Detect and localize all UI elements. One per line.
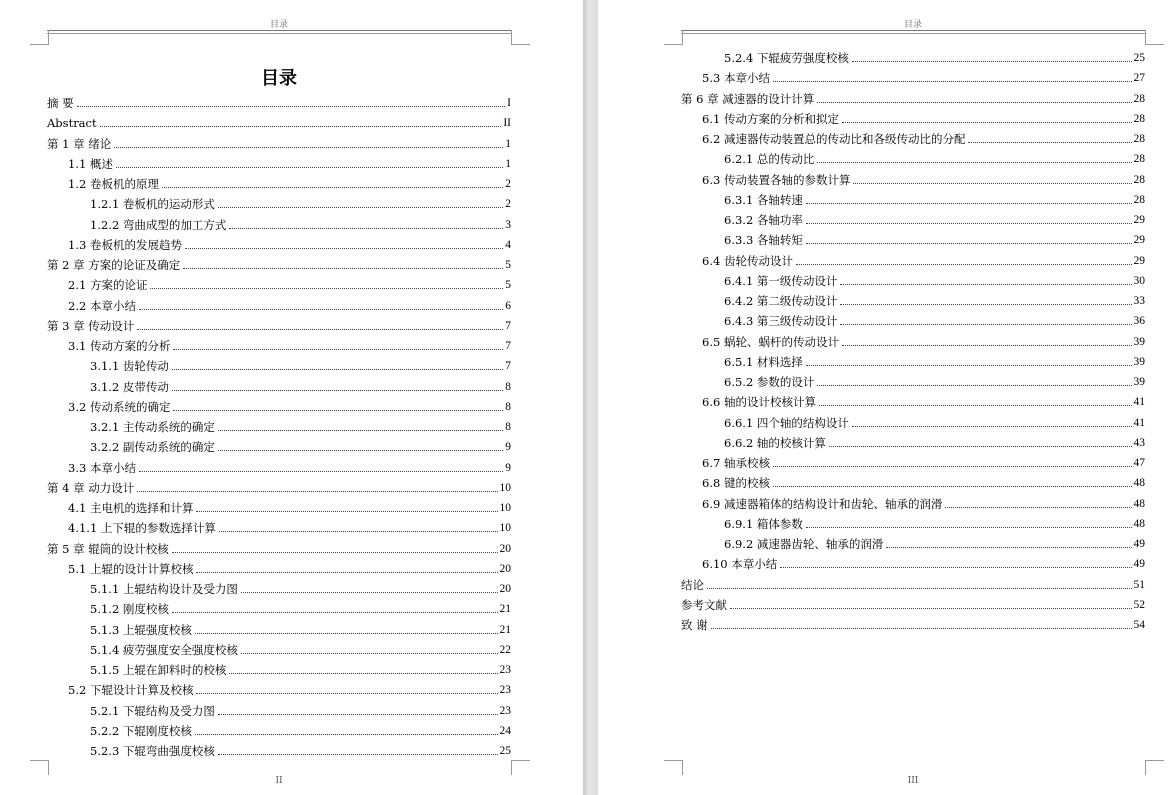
toc-entry-title: 5.2 下辊设计计算及校核 [68,683,194,698]
toc-title: 目录 [261,68,297,89]
toc-entry-page-number: 28 [1133,133,1145,145]
toc-entry[interactable] [68,293,511,313]
toc-entry[interactable] [702,470,1145,490]
dot-leader [840,324,1131,325]
dot-leader [817,385,1131,386]
toc-entry-title: 1.2 卷板机的原理 [68,177,159,191]
dot-leader [172,612,498,613]
toc-entry-title: 4.1.1 上下辊的参数选择计算 [68,521,216,536]
toc-entry-page-number: 7 [505,340,511,352]
toc-entry[interactable] [702,167,1145,187]
toc-entry[interactable] [724,511,1145,531]
toc-entry[interactable] [724,207,1145,227]
toc-entry-page-number: 39 [1133,335,1145,348]
dot-leader [842,345,1132,346]
toc-entry[interactable] [90,718,511,738]
toc-entry-title: 结论 [681,577,704,592]
toc-entry-title: 第 2 章 方案的论证及确定 [47,258,181,272]
toc-entry-title: 第 4 章 动力设计 [47,480,135,495]
toc-entry-title: 2.1 方案的论证 [68,278,148,293]
document-page-right [598,0,1171,795]
toc-entry[interactable] [724,227,1145,247]
toc-entry-page-number: 2 [505,198,511,211]
toc-entry-title: 3.3 本章小结 [68,460,136,475]
toc-entry[interactable] [702,329,1145,349]
toc-entry-title: 6.2.1 总的传动比 [724,152,815,167]
toc-entry-page-number: 20 [499,562,511,575]
toc-entry-page-number: 51 [1133,578,1145,591]
toc-entry-title: 5.1.2 刚度校核 [90,602,169,617]
toc-entry[interactable] [702,450,1145,470]
toc-entry-title: 5.2.1 下辊结构及受力图 [90,703,215,718]
toc-entry-title: 第 5 章 辊筒的设计校核 [47,541,169,556]
toc-entry-title: 6.10 本章小结 [702,557,778,572]
dot-leader [817,102,1131,103]
toc-entry-page-number: 48 [1133,497,1145,510]
toc-entry-page-number: 8 [505,380,511,393]
toc-entry[interactable] [90,698,511,718]
toc-entry[interactable] [724,430,1145,450]
dot-leader [195,633,498,634]
toc-entry[interactable] [724,531,1145,551]
toc-entry-page-number: 24 [499,724,511,737]
toc-entry-title: 6.8 键的校核 [702,476,770,491]
dot-leader [172,552,498,553]
toc-entry[interactable] [90,374,511,394]
dot-leader [806,223,1132,224]
toc-entry-title: 参考文献 [681,597,727,612]
toc-entry-title: 6.5.2 参数的设计 [724,375,815,389]
crop-mark [30,30,49,45]
toc-entry-title: 第 6 章 减速器的设计计算 [681,91,815,106]
crop-mark [1145,30,1164,45]
toc-entry-title: 第 3 章 传动设计 [47,318,135,333]
toc-entry-page-number: 10 [499,522,511,535]
toc-entry[interactable] [68,151,511,171]
toc-entry-title: 3.1 传动方案的分析 [68,339,171,353]
toc-entry-page-number: 29 [1133,234,1145,247]
toc-entry[interactable] [702,126,1145,146]
toc-entry-title: 5.2.3 下辊弯曲强度校核 [90,744,215,758]
document-page-left [0,0,583,795]
toc-entry[interactable] [681,572,1145,592]
page-number: II [275,776,283,786]
toc-entry-page-number: 48 [1133,517,1145,530]
dot-leader [773,486,1132,487]
dot-leader [173,410,503,411]
toc-entry[interactable] [702,491,1145,511]
dot-leader [116,167,503,168]
toc-entry-page-number: 29 [1133,214,1145,226]
toc-entry-title: 第 1 章 绪论 [47,136,112,151]
toc-entry-title: 6.3.1 各轴转速 [724,192,803,207]
toc-entry-title: 1.3 卷板机的发展趋势 [68,237,182,252]
toc-entry-page-number: 9 [505,461,511,474]
crop-mark [664,760,683,775]
toc-entry-title: Abstract [47,116,97,131]
toc-entry[interactable] [724,308,1145,328]
toc-entry-title: 5.2.2 下辊刚度校核 [90,723,192,738]
toc-entry-title: 5.1.5 上辊在卸料时的校核 [90,663,227,677]
dot-leader [218,450,503,451]
dot-leader [806,365,1132,366]
dot-leader [219,531,498,532]
toc-entry-title: 5.3 本章小结 [702,71,770,86]
toc-entry-title: 6.6.2 轴的校核计算 [724,435,826,450]
toc-entry-title: 6.2 减速器传动装置总的传动比和各级传动比的分配 [702,132,966,146]
dot-leader [218,714,498,715]
toc-entry[interactable] [90,637,511,657]
toc-entry-page-number: 20 [499,542,511,555]
toc-entry[interactable] [47,252,511,272]
dot-leader [840,304,1131,305]
toc-entry-title: 5.1.3 上辊强度校核 [90,622,192,637]
toc-entry[interactable] [90,596,511,616]
dot-leader [218,430,503,431]
dot-leader [945,507,1131,508]
toc-entry-page-number: 30 [1133,274,1145,287]
toc-entry-title: 摘 要 [47,96,74,110]
toc-entry-page-number: 36 [1133,315,1145,328]
toc-entry-page-number: 8 [505,421,511,433]
toc-entry[interactable] [681,86,1145,106]
dot-leader [796,264,1132,265]
dot-leader [173,349,503,350]
dot-leader [819,405,1132,406]
dot-leader [218,207,503,208]
toc-entry-title: 6.4.1 第一级传动设计 [724,273,838,288]
toc-entry[interactable] [724,349,1145,369]
toc-entry[interactable] [702,106,1145,126]
toc-entry-page-number: 10 [499,502,511,514]
toc-entry-page-number: 4 [505,238,511,251]
toc-entry-title: 3.2.1 主传动系统的确定 [90,420,215,434]
toc-entry[interactable] [724,288,1145,308]
toc-entry-title: 6.6.1 四个轴的结构设计 [724,415,849,430]
dot-leader [853,183,1131,184]
toc-entry-title: 3.1.2 皮带传动 [90,379,169,394]
toc-entry[interactable] [68,677,511,697]
dot-leader [195,734,498,735]
toc-entry[interactable] [68,515,511,535]
dot-leader [137,491,497,492]
header-rule [47,33,511,34]
toc-entry[interactable] [724,369,1145,389]
dot-leader [229,673,497,674]
toc-entry-page-number: 7 [505,319,511,332]
dot-leader [196,693,497,694]
dot-leader [218,754,498,755]
toc-entry[interactable] [681,612,1145,632]
toc-entry[interactable] [702,389,1145,409]
header-rule [681,33,1145,34]
toc-entry[interactable] [90,414,511,434]
toc-entry-page-number: 1 [505,157,511,170]
toc-entry[interactable] [68,495,511,515]
toc-entry-page-number: 43 [1133,436,1145,449]
dot-leader [852,426,1132,427]
dot-leader [730,608,1132,609]
toc-entry-page-number: 9 [505,441,511,454]
toc-entry[interactable] [724,187,1145,207]
dot-leader [806,203,1132,204]
toc-entry-title: 致 谢 [681,618,708,632]
toc-entry[interactable] [724,410,1145,430]
toc-entry-title: 6.9.2 减速器齿轮、轴承的润滑 [724,537,884,551]
toc-entry-page-number: 3 [505,218,511,231]
toc-entry-page-number: 8 [505,400,511,413]
toc-entry-title: 6.3.2 各轴功率 [724,213,803,227]
dot-leader [150,288,503,289]
dot-leader [196,572,497,573]
toc-entry-title: 6.9.1 箱体参数 [724,516,803,531]
toc-entry[interactable] [681,592,1145,612]
toc-entry[interactable] [90,353,511,373]
page-gutter [583,0,598,795]
toc-entry-page-number: 5 [505,259,511,271]
crop-mark [1145,760,1164,775]
toc-entry[interactable] [90,212,511,232]
dot-leader [77,106,506,107]
page-header: 目录 [903,20,922,30]
toc-entry-title: 6.6 轴的设计校核计算 [702,395,816,410]
dot-leader [817,162,1131,163]
toc-entry-page-number: 5 [505,279,511,292]
toc-entry-page-number: 1 [505,137,511,150]
dot-leader [185,248,503,249]
toc-entry-page-number: 22 [499,643,511,656]
toc-entry-title: 5.1 上辊的设计计算校核 [68,561,194,576]
toc-entry[interactable] [68,394,511,414]
toc-entry-title: 6.3.3 各轴转矩 [724,233,803,248]
toc-entry-title: 2.2 本章小结 [68,298,136,313]
toc-entry-title: 6.5 蜗轮、蜗杆的传动设计 [702,334,839,349]
toc-entry-title: 6.4 齿轮传动设计 [702,253,793,268]
dot-leader [137,329,503,330]
toc-entry-title: 6.9 减速器箱体的结构设计和齿轮、轴承的润滑 [702,496,943,511]
toc-entry-page-number: 41 [1133,396,1145,409]
toc-entry-page-number: 41 [1133,416,1145,429]
toc-entry-page-number: 47 [1133,457,1145,469]
toc-entry[interactable] [68,333,511,353]
dot-leader [773,81,1132,82]
toc-entry[interactable] [47,131,511,151]
toc-entry[interactable] [90,576,511,596]
toc-entry-page-number: 27 [1133,72,1145,85]
dot-leader [806,243,1132,244]
toc-entry[interactable] [90,434,511,454]
toc-entry-page-number: II [503,117,511,130]
dot-leader [842,122,1132,123]
header-rule [681,30,1145,31]
dot-leader [886,547,1131,548]
dot-leader [139,309,503,310]
dot-leader [773,466,1132,467]
toc-entry[interactable] [90,617,511,637]
toc-entry[interactable] [702,65,1145,85]
toc-entry-title: 1.1 概述 [68,156,113,171]
toc-entry-page-number: 21 [499,623,511,636]
toc-entry-page-number: 23 [499,704,511,717]
toc-entry-page-number: 29 [1133,254,1145,267]
toc-entry-page-number: 54 [1133,619,1145,631]
toc-entry-page-number: 7 [505,360,511,373]
toc-entry[interactable] [68,556,511,576]
toc-entry-page-number: 28 [1133,193,1145,206]
toc-entry-title: 6.4.3 第三级传动设计 [724,314,838,329]
dot-leader [172,369,503,370]
toc-entry-title: 6.1 传动方案的分析和拟定 [702,111,839,126]
toc-entry[interactable] [724,146,1145,166]
dot-leader [840,284,1131,285]
toc-entry-page-number: I [507,97,511,109]
dot-leader [968,142,1131,143]
toc-entry-page-number: 33 [1133,295,1145,307]
toc-entry-page-number: 28 [1133,153,1145,166]
toc-entry[interactable] [702,551,1145,571]
toc-entry-page-number: 2 [505,178,511,190]
toc-entry-page-number: 23 [499,664,511,676]
toc-entry[interactable] [90,738,511,758]
crop-mark [511,760,530,775]
toc-entry-page-number: 6 [505,299,511,312]
toc-entry-page-number: 28 [1133,112,1145,125]
toc-entry[interactable] [47,110,511,130]
page-header: 目录 [269,20,288,30]
toc-entry-title: 6.4.2 第二级传动设计 [724,294,838,308]
dot-leader [707,588,1132,589]
toc-entry-page-number: 23 [499,684,511,697]
toc-entry[interactable] [68,272,511,292]
toc-entry-page-number: 52 [1133,598,1145,611]
toc-entry-page-number: 25 [1133,52,1145,64]
crop-mark [511,30,530,45]
toc-entry-title: 3.2 传动系统的确定 [68,399,171,414]
dot-leader [806,527,1132,528]
toc-entry-title: 5.1.1 上辊结构设计及受力图 [90,582,238,596]
toc-entry-page-number: 39 [1133,355,1145,368]
toc-entry-title: 3.2.2 副传动系统的确定 [90,440,215,455]
toc-entry-page-number: 49 [1133,538,1145,550]
toc-entry-page-number: 48 [1133,477,1145,490]
header-rule [47,30,511,31]
toc-entry-title: 1.2.1 卷板机的运动形式 [90,197,215,212]
toc-entry-page-number: 25 [499,745,511,757]
toc-entry[interactable] [68,455,511,475]
toc-entry[interactable] [702,248,1145,268]
dot-leader [183,268,503,269]
toc-entry-page-number: 10 [499,481,511,494]
dot-leader [780,567,1131,568]
dot-leader [162,187,503,188]
toc-entry[interactable] [47,475,511,495]
toc-entry[interactable] [47,313,511,333]
toc-entry[interactable] [90,657,511,677]
toc-entry-title: 3.1.1 齿轮传动 [90,359,169,374]
toc-entry[interactable] [68,232,511,252]
toc-entry-page-number: 20 [499,583,511,595]
crop-mark [30,760,49,775]
toc-entry-page-number: 39 [1133,376,1145,388]
toc-entry-page-number: 28 [1133,92,1145,105]
dot-leader [852,61,1132,62]
dot-leader [241,653,498,654]
toc-entry-page-number: 28 [1133,173,1145,186]
toc-entry[interactable] [47,90,511,110]
dot-leader [172,390,503,391]
toc-entry[interactable] [90,191,511,211]
dot-leader [196,511,497,512]
dot-leader [114,147,503,148]
toc-entry-title: 6.5.1 材料选择 [724,354,803,369]
dot-leader [241,592,498,593]
toc-entry-title: 1.2.2 弯曲成型的加工方式 [90,217,227,232]
toc-entry[interactable] [724,268,1145,288]
dot-leader [100,126,502,127]
toc-entry-title: 4.1 主电机的选择和计算 [68,501,194,515]
dot-leader [829,446,1132,447]
page-number: III [907,776,919,786]
toc-entry-page-number: 49 [1133,558,1145,571]
toc-entry-title: 6.3 传动装置各轴的参数计算 [702,172,851,187]
toc-entry[interactable] [68,171,511,191]
toc-entry-title: 6.7 轴承校核 [702,456,770,470]
toc-entry-title: 5.1.4 疲劳强度安全强度校核 [90,642,238,657]
dot-leader [711,628,1132,629]
dot-leader [229,228,503,229]
toc-entry-title: 5.2.4 下辊疲劳强度校核 [724,51,849,65]
crop-mark [664,30,683,45]
toc-entry-page-number: 21 [499,603,511,616]
toc-entry[interactable] [47,536,511,556]
dot-leader [139,471,503,472]
toc-entry[interactable] [724,45,1145,65]
